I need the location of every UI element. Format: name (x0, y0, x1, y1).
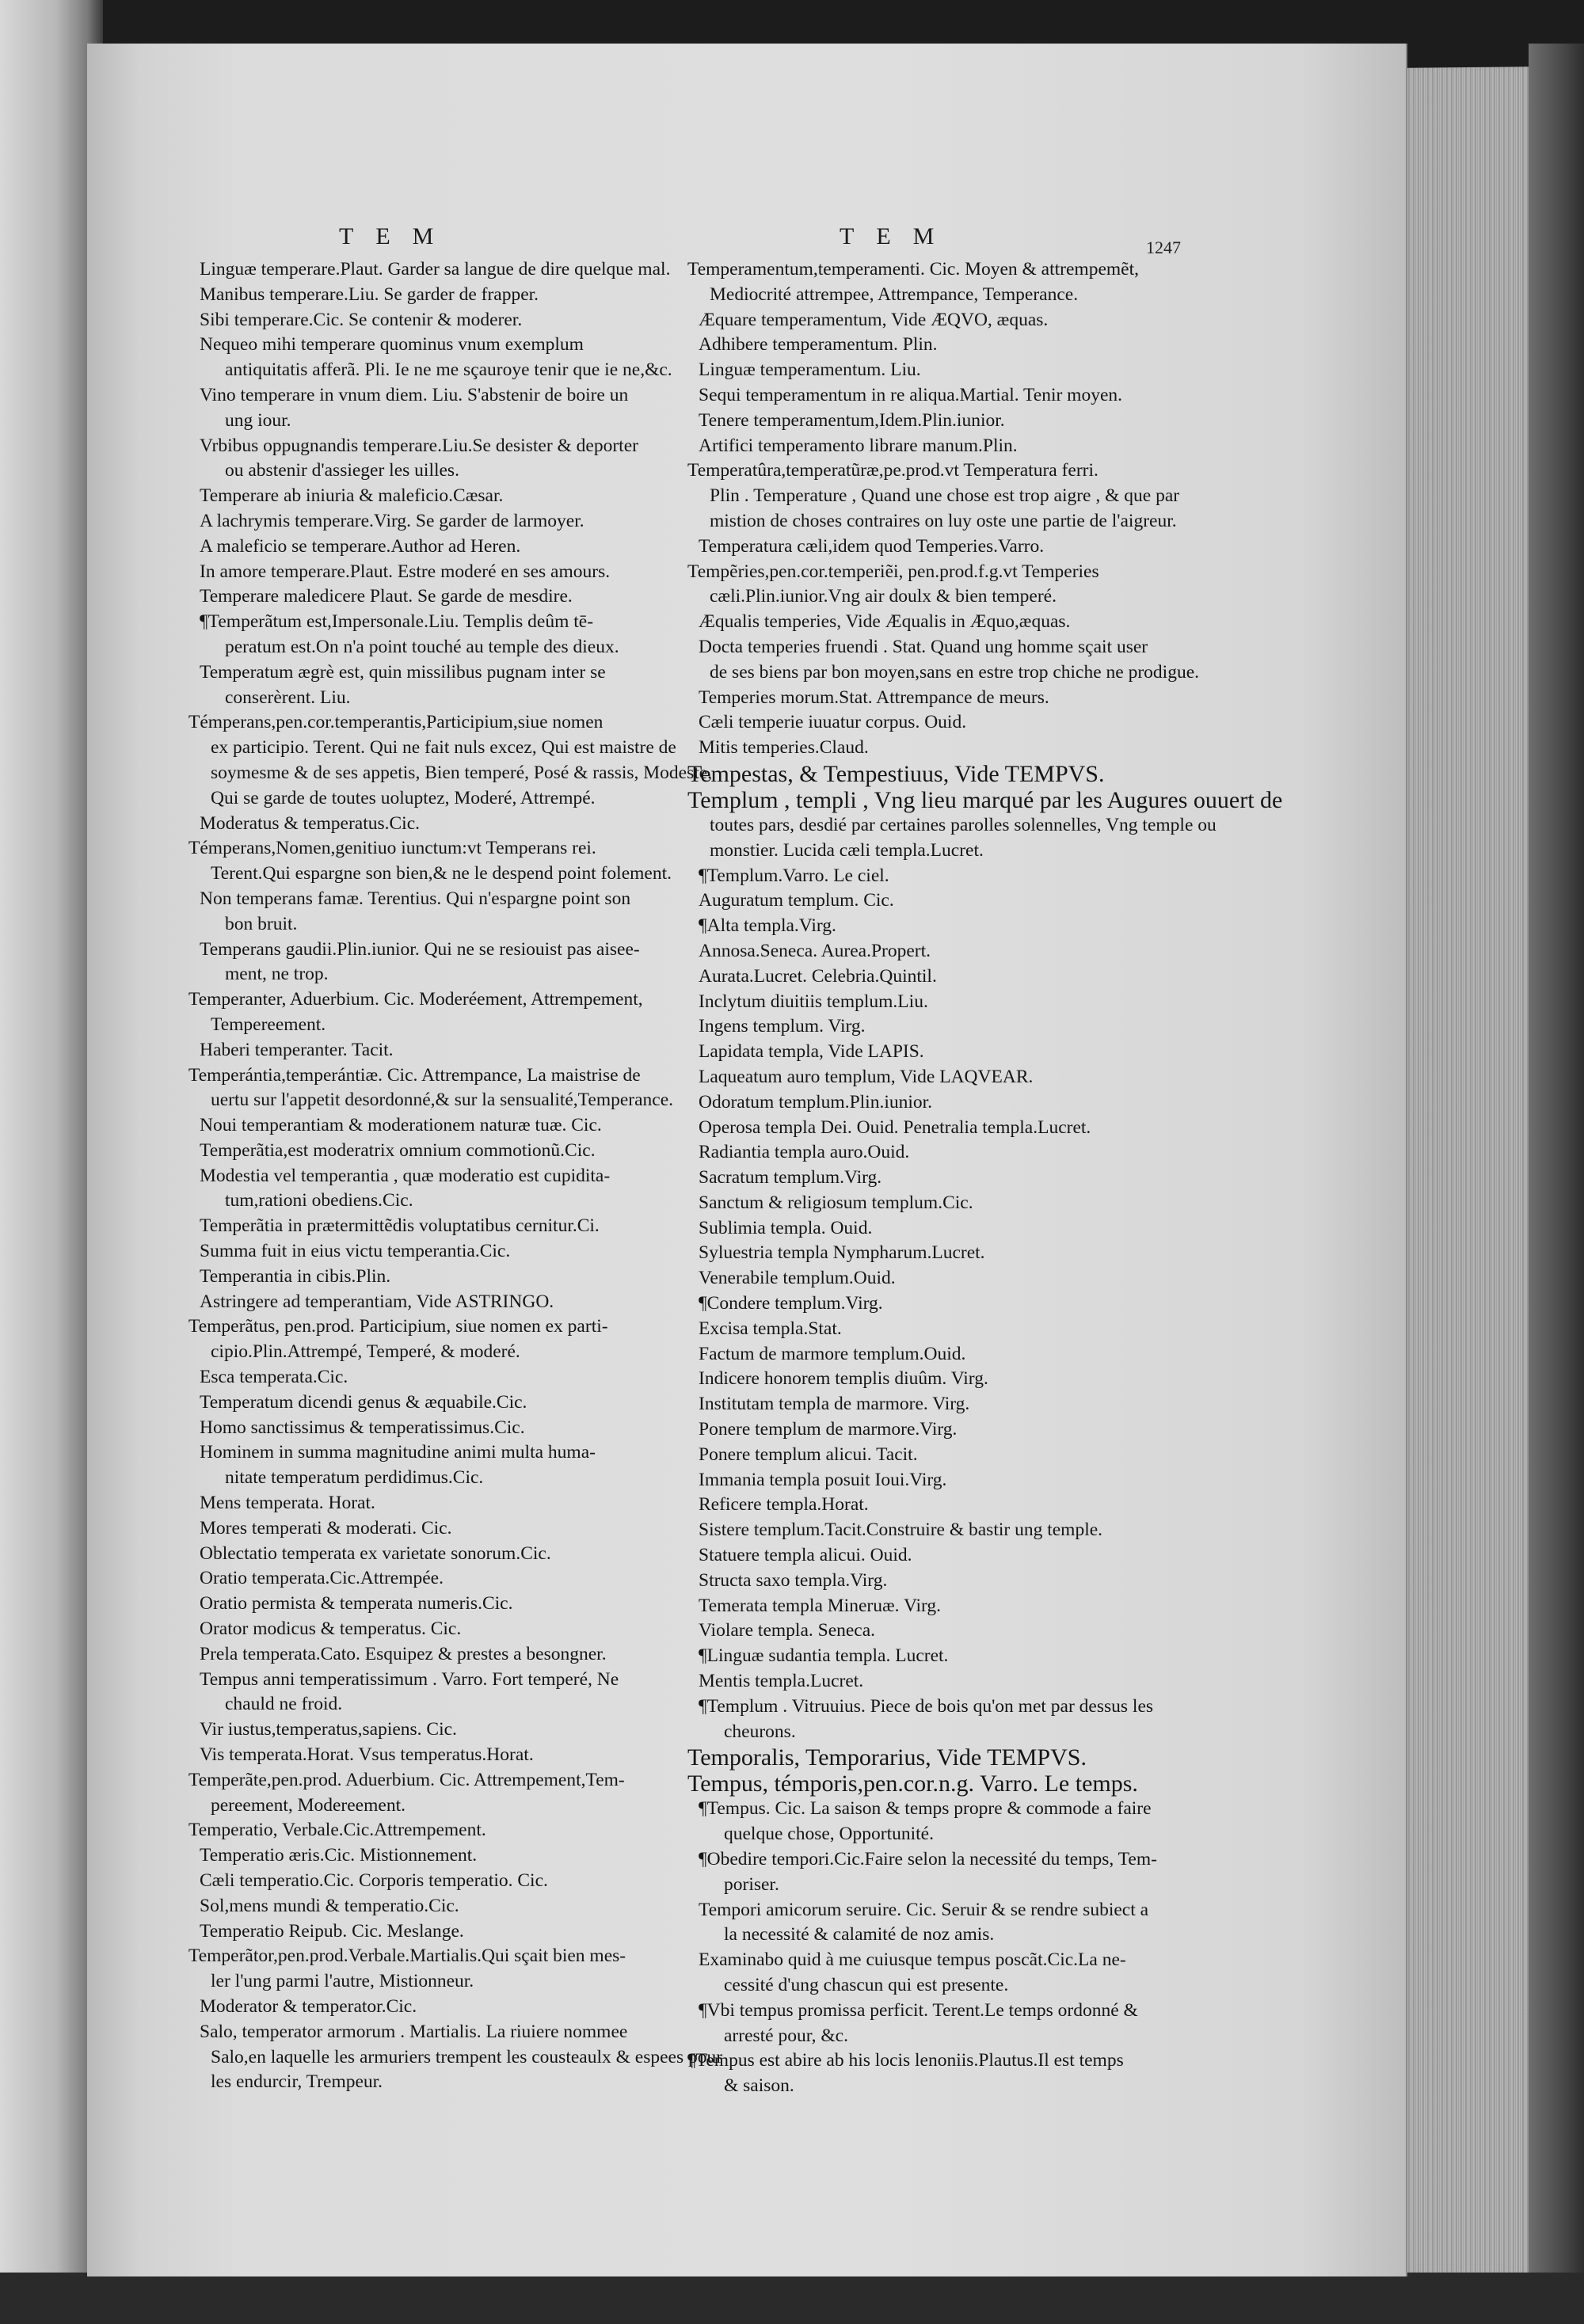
dictionary-line: Tempori amicorum seruire. Cic. Seruir & se rendre subiect a (699, 1899, 1149, 1920)
dictionary-line: bon bruit. (225, 913, 298, 934)
dictionary-line: Qui se garde de toutes uoluptez, Moderé, Attrempé. (211, 787, 596, 808)
dictionary-line: ¶Linguæ sudantia templa. Lucret. (699, 1645, 949, 1667)
dictionary-line: Radiantia templa auro.Ouid. (699, 1142, 910, 1163)
dictionary-line: Temerata templa Mineruæ. Virg. (699, 1595, 942, 1616)
dictionary-line: ment, ne trop. (225, 964, 329, 985)
dictionary-line: Mores temperati & moderati. Cic. (200, 1517, 452, 1539)
dictionary-line: chauld ne froid. (225, 1694, 343, 1715)
dictionary-line: Temperãtor,pen.prod.Verbale.Martialis.Qui sçait bien mes- (188, 1946, 626, 1967)
dictionary-line: Ingens templum. Virg. (699, 1016, 866, 1037)
dictionary-line: Sacratum templum.Virg. (699, 1167, 882, 1189)
dictionary-line: Esca temperata.Cic. (200, 1367, 348, 1388)
dictionary-line: Sanctum & religiosum templum.Cic. (699, 1192, 973, 1213)
dictionary-line: la necessité & calamité de noz amis. (724, 1924, 995, 1946)
dictionary-line: conserèrent. Liu. (225, 687, 351, 708)
dictionary-line: Violare templa. Seneca. (699, 1620, 876, 1641)
dictionary-line: Temperies morum.Stat. Attrempance de meurs. (699, 687, 1049, 708)
dictionary-line: Orator modicus & temperatus. Cic. (200, 1618, 462, 1640)
dictionary-line: Temperãte,pen.prod. Aduerbium. Cic. Attrempement,Tem- (188, 1769, 625, 1790)
dictionary-line: Noui temperantiam & moderationem naturæ tuæ. Cic. (200, 1115, 602, 1136)
dictionary-line: Examinabo quid à me cuiusque tempus poscãt.Cic.La ne- (699, 1949, 1126, 1971)
dictionary-line: Temperamentum,temperamenti. Cic. Moyen & attrempemẽt, (687, 259, 1140, 280)
dictionary-line: Ponere templum de marmore.Virg. (699, 1419, 958, 1440)
dictionary-line: Summa fuit in eius victu temperantia.Cic. (200, 1241, 511, 1262)
dictionary-line: Oratio permista & temperata numeris.Cic. (200, 1593, 513, 1615)
dictionary-line: cheurons. (724, 1721, 796, 1742)
dictionary-line: Adhibere temperamentum. Plin. (699, 334, 938, 356)
running-head-left: TEM (339, 223, 456, 249)
dictionary-line: Institutam templa de marmore. Virg. (699, 1394, 970, 1415)
dictionary-line: Temperãtus, pen.prod. Participium, siue nomen ex parti- (188, 1316, 608, 1337)
dictionary-line: ou abstenir d'assieger les uilles. (225, 460, 459, 481)
dictionary-line: Templum , templi , Vng lieu marqué par les Augures ouuert de (687, 786, 1283, 813)
dictionary-line: Ponere templum alicui. Tacit. (699, 1443, 918, 1465)
dictionary-line: Temporalis, Temporarius, Vide TEMPVS. (687, 1744, 1087, 1771)
dictionary-line: cipio.Plin.Attrempé, Temperé, & moderé. (211, 1341, 520, 1363)
dictionary-line: Temperare ab iniuria & maleficio.Cæsar. (200, 485, 504, 507)
dictionary-line: Prela temperata.Cato. Esquipez & prestes a besongner. (200, 1643, 607, 1664)
page-fore-edge (1406, 67, 1533, 2285)
dictionary-line: Nequeo mihi temperare quominus vnum exemplum (200, 334, 584, 356)
dictionary-line: Lapidata templa, Vide LAPIS. (699, 1041, 924, 1063)
dictionary-line: ¶Alta templa.Virg. (699, 915, 836, 937)
dictionary-line: Structa saxo templa.Virg. (699, 1569, 888, 1591)
dictionary-line: ¶Obedire tempori.Cic.Faire selon la necessité du temps, Tem- (699, 1849, 1157, 1870)
dictionary-line: cessité d'ung chascun qui est presente. (724, 1975, 1009, 1995)
dictionary-line: A maleficio se temperare.Author ad Heren. (200, 535, 521, 557)
dictionary-line: ¶Temperãtum est,Impersonale.Liu. Templis deûm tē- (200, 611, 594, 633)
dictionary-line: Tenere temperamentum,Idem.Plin.iunior. (699, 409, 1005, 431)
dictionary-line: Temperans gaudii.Plin.iunior. Qui ne se resiouist pas aisee- (200, 938, 640, 960)
dictionary-line: de ses biens par bon moyen,sans en estre trop chiche ne prodigue. (710, 661, 1199, 683)
dictionary-line: peratum est.On n'a point touché au temple des dieux. (225, 636, 619, 657)
dictionary-line: Linguæ temperare.Plaut. Garder sa langue de dire quelque mal. (200, 259, 671, 280)
dictionary-line: Temperatura cæli,idem quod Temperies.Varro. (699, 535, 1045, 557)
dictionary-line: Odoratum templum.Plin.iunior. (699, 1091, 933, 1113)
dictionary-line: Astringere ad temperantiam, Vide ASTRINGO. (200, 1291, 554, 1312)
dictionary-line: Auguratum templum. Cic. (699, 890, 894, 911)
dictionary-line: Temperatio Reipub. Cic. Meslange. (200, 1920, 464, 1942)
dictionary-line: Vrbibus oppugnandis temperare.Liu.Se desister & deporter (200, 435, 638, 456)
dictionary-line: Aurata.Lucret. Celebria.Quintil. (699, 965, 937, 987)
dictionary-line: Plin . Temperature , Quand une chose est trop aigre , & que par (710, 485, 1180, 507)
dictionary-line: Sol,mens mundi & temperatio.Cic. (200, 1895, 459, 1916)
dictionary-line: Haberi temperanter. Tacit. (200, 1039, 394, 1060)
dictionary-line: arresté pour, &c. (724, 2025, 848, 2046)
scan-background (0, 2273, 1584, 2324)
dictionary-line: Hominem in summa magnitudine animi multa huma- (200, 1442, 596, 1463)
dictionary-line: Cæli temperie iuuatur corpus. Ouid. (699, 712, 967, 733)
dictionary-line: In amore temperare.Plaut. Estre moderé en ses amours. (200, 561, 611, 582)
dictionary-line: ung iour. (225, 409, 291, 431)
dictionary-line: mistion de choses contraires on luy oste une partie de l'aigreur. (710, 510, 1177, 531)
dictionary-line: ¶Tempus. Cic. La saison & temps propre & commode a faire (699, 1798, 1152, 1820)
dictionary-line: Temperatûra,temperatũræ,pe.prod.vt Temperatura ferri. (687, 460, 1099, 481)
dictionary-line: Syluestria templa Nympharum.Lucret. (699, 1242, 985, 1264)
dictionary-line: Salo,en laquelle les armuriers trempent les cousteaulx & espees pour (211, 2046, 723, 2067)
dictionary-line: Mentis templa.Lucret. (699, 1671, 864, 1692)
dictionary-line: Æqualis temperies, Vide Æqualis in Æquo,æquas. (699, 611, 1071, 633)
dictionary-line: ¶Templum . Vitruuius. Piece de bois qu'on met par dessus les (699, 1695, 1154, 1717)
dictionary-line: Mens temperata. Horat. (200, 1493, 375, 1514)
dictionary-line: cæli.Plin.iunior.Vng air doulx & bien temperé. (710, 586, 1057, 607)
dictionary-line: Tempus anni temperatissimum . Varro. Fort temperé, Ne (200, 1668, 619, 1690)
dictionary-line: Temperatio æris.Cic. Mistionnement. (200, 1845, 478, 1866)
dictionary-line: monstier. Lucida cæli templa.Lucret. (710, 839, 984, 861)
dictionary-line: Temperatum ægrè est, quin missilibus pugnam inter se (200, 661, 606, 683)
left-column (188, 257, 723, 2095)
dictionary-line: Tempestas, & Tempestiuus, Vide TEMPVS. (687, 760, 1105, 787)
dictionary-line: Oratio temperata.Cic.Attrempée. (200, 1568, 444, 1589)
right-column (687, 257, 1283, 2099)
dictionary-line: nitate temperatum perdidimus.Cic. (225, 1467, 484, 1489)
dictionary-line: Vir iustus,temperatus,sapiens. Cic. (200, 1719, 457, 1740)
dictionary-line: Non temperans famæ. Terentius. Qui n'espargne point son (200, 888, 631, 909)
dictionary-line: Sibi temperare.Cic. Se contenir & moderer. (200, 309, 523, 330)
dictionary-line: toutes pars, desdié par certaines parolles solennelles, Vng temple ou (710, 814, 1217, 835)
dictionary-line: Terent.Qui espargne son bien,& ne le despend point folement. (211, 863, 672, 884)
dictionary-line: Temperatio, Verbale.Cic.Attrempement. (188, 1820, 486, 1841)
dictionary-line: Témperans,pen.cor.temperantis,Participium,siue nomen (188, 712, 604, 733)
dictionary-line: Vis temperata.Horat. Vsus temperatus.Horat. (200, 1744, 534, 1766)
dictionary-line: Laqueatum auro templum, Vide LAQVEAR. (699, 1066, 1034, 1087)
dictionary-line: Æquare temperamentum, Vide ÆQVO, æquas. (699, 309, 1049, 330)
dictionary-line: tum,rationi obediens.Cic. (225, 1190, 413, 1211)
dictionary-line: ex participio. Terent. Qui ne fait nuls excez, Qui est maistre de (211, 737, 676, 759)
dictionary-line: Statuere templa alicui. Ouid. (699, 1545, 912, 1566)
dictionary-line: Immania templa posuit Ioui.Virg. (699, 1469, 947, 1490)
dictionary-line: Linguæ temperamentum. Liu. (699, 359, 921, 381)
dictionary-line: ¶Vbi tempus promissa perficit. Terent.Le temps ordonné & (699, 1999, 1138, 2021)
dictionary-line: uertu sur l'appetit desordonné,& sur la sensualité,Temperance. (211, 1090, 674, 1111)
running-head-right: TEM (840, 223, 957, 249)
dictionary-line: poriser. (724, 1873, 779, 1895)
dictionary-line: Temperãtia in prætermittẽdis voluptatibus cernitur.Ci. (200, 1215, 600, 1237)
dictionary-line: Sequi temperamentum in re aliqua.Martial. Tenir moyen. (699, 384, 1123, 405)
dictionary-line: Indicere honorem templis diuûm. Virg. (699, 1368, 988, 1390)
dictionary-line: Reficere templa.Horat. (699, 1494, 869, 1516)
page-number: 1247 (1146, 238, 1181, 257)
dictionary-line: Factum de marmore templum.Ouid. (699, 1343, 966, 1364)
dictionary-line: Tempereement. (211, 1014, 326, 1035)
dictionary-line: Salo, temperator armorum . Martialis. La riuiere nommee (200, 2021, 628, 2042)
dictionary-line: Tempus, témporis,pen.cor.n.g. Varro. Le temps. (687, 1771, 1138, 1797)
dictionary-line: Artifici temperamento librare manum.Plin. (699, 435, 1018, 456)
dictionary-line: Sublimia templa. Ouid. (699, 1217, 873, 1238)
dictionary-line: Tempẽries,pen.cor.temperiẽi, pen.prod.f.g.vt Temperies (687, 561, 1099, 582)
dictionary-line: Inclytum diuitiis templum.Liu. (699, 991, 928, 1012)
dictionary-line: Temperantia in cibis.Plin. (200, 1265, 391, 1287)
dictionary-line: Docta temperies fruendi . Stat. Quand ung homme sçait user (699, 636, 1148, 657)
dictionary-line: Annosa.Seneca. Aurea.Propert. (699, 940, 931, 961)
dictionary-line: pereement, Modereement. (211, 1794, 406, 1816)
dictionary-line: Moderator & temperator.Cic. (200, 1995, 417, 2017)
dictionary-line: A lachrymis temperare.Virg. Se garder de larmoyer. (200, 510, 584, 531)
dictionary-line: Sistere templum.Tacit.Construire & bastir ung temple. (699, 1520, 1103, 1541)
dictionary-line: Temperãtia,est moderatrix omnium commotionũ.Cic. (200, 1139, 596, 1161)
dictionary-line: soymesme & de ses appetis, Bien temperé, Posé & rassis, Modeste, (211, 762, 713, 783)
dictionary-line: Modestia vel temperantia , quæ moderatio est cupidita- (200, 1165, 611, 1186)
dictionary-line: Operosa templa Dei. Ouid. Penetralia templa.Lucret. (699, 1116, 1091, 1138)
dictionary-line: Mitis temperies.Claud. (699, 737, 869, 759)
dictionary-line: ler l'ung parmi l'autre, Mistionneur. (211, 1971, 474, 1992)
dictionary-line: Manibus temperare.Liu. Se garder de frapper. (200, 283, 539, 305)
dictionary-line: Homo sanctissimus & temperatissimus.Cic. (200, 1417, 525, 1438)
dictionary-line: Temperántia,temperántiæ. Cic. Attrempance, La maistrise de (188, 1064, 641, 1086)
dictionary-line: Temperanter, Aduerbium. Cic. Moderéement, Attrempement, (188, 989, 643, 1010)
dictionary-line: Venerabile templum.Ouid. (699, 1268, 896, 1289)
dictionary-line: Témperans,Nomen,genitiuo iunctum:vt Temperans rei. (188, 838, 596, 859)
dictionary-line: Temperare maledicere Plaut. Se garde de mesdire. (200, 586, 573, 607)
dictionary-line: Cæli temperatio.Cic. Corporis temperatio. Cic. (200, 1870, 548, 1891)
dictionary-line: Oblectatio temperata ex varietate sonorum.Cic. (200, 1542, 551, 1564)
dictionary-line: Mediocrité attrempee, Attrempance, Temperance. (710, 283, 1079, 305)
dictionary-line: & saison. (724, 2075, 794, 2097)
book-cover-edge (1529, 44, 1584, 2324)
dictionary-line: Vino temperare in vnum diem. Liu. S'abstenir de boire un (200, 384, 629, 405)
dictionary-line: antiquitatis afferã. Pli. Ie ne me sçauroye tenir que ie ne,&c. (225, 359, 672, 381)
dictionary-line: ¶Templum.Varro. Le ciel. (699, 865, 889, 886)
dictionary-line: ¶Condere templum.Virg. (699, 1293, 883, 1314)
dictionary-line: quelque chose, Opportunité. (724, 1824, 934, 1845)
dictionary-line: ¶Tempus est abire ab his locis lenoniis.Plautus.Il est temps (687, 2050, 1124, 2071)
dictionary-line: les endurcir, Trempeur. (211, 2071, 383, 2093)
dictionary-line: Moderatus & temperatus.Cic. (200, 812, 421, 834)
dictionary-line: Excisa templa.Stat. (699, 1318, 842, 1339)
dictionary-line: Temperatum dicendi genus & æquabile.Cic. (200, 1391, 527, 1413)
